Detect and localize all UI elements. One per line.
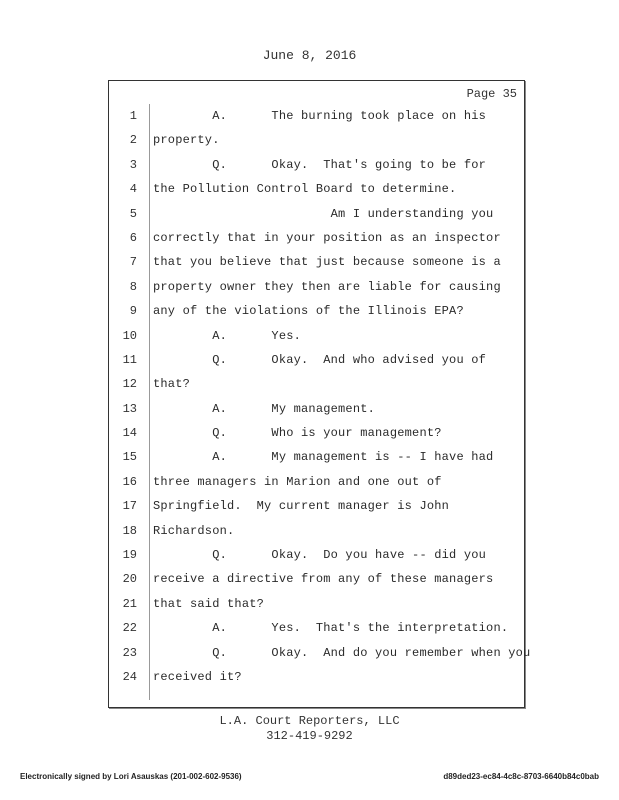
transcript-line: Q. Okay. Do you have -- did you	[153, 548, 487, 563]
line-number: 16	[122, 474, 137, 489]
line-number: 13	[122, 401, 137, 416]
line-number-column	[109, 104, 150, 700]
transcript-line: that you believe that just because someone is a	[153, 255, 501, 270]
transcript-line: that?	[153, 377, 191, 392]
transcript-line: Richardson.	[153, 523, 235, 538]
transcript-line: Q. Who is your management?	[153, 426, 442, 441]
transcript-line: the Pollution Control Board to determine.	[153, 182, 457, 197]
transcript-line: that said that?	[153, 596, 265, 611]
transcript-line: Q. Okay. And do you remember when you	[153, 645, 531, 660]
line-number: 7	[129, 255, 137, 270]
line-number: 20	[122, 572, 137, 587]
transcript-line: Q. Okay. That's going to be for	[153, 157, 487, 172]
line-number: 2	[129, 133, 137, 148]
court-reporter-phone: 312-419-9292	[266, 729, 353, 743]
line-number: 9	[129, 304, 137, 319]
line-number: 8	[129, 279, 137, 294]
transcript-date: June 8, 2016	[262, 48, 357, 63]
transcript-line: Q. Okay. And who advised you of	[153, 352, 487, 367]
line-number: 24	[122, 669, 137, 684]
transcript-line: receive a directive from any of these managers	[153, 572, 494, 587]
electronic-signature: Electronically signed by Lori Asauskas (201-002-602-9536)	[20, 772, 242, 781]
transcript-page	[108, 80, 531, 708]
line-number: 14	[122, 426, 137, 441]
line-number: 21	[122, 596, 137, 611]
line-number: 12	[122, 377, 137, 392]
line-number: 3	[129, 157, 137, 172]
transcript-line: three managers in Marion and one out of	[153, 474, 442, 489]
document-id: d89ded23-ec84-4c8c-8703-6640b84c0bab	[443, 772, 599, 781]
transcript-line: received it?	[153, 669, 242, 684]
line-number: 4	[129, 182, 137, 197]
line-number: 15	[122, 450, 137, 465]
line-number: 18	[122, 523, 137, 538]
line-number: 10	[122, 328, 137, 343]
line-number: 11	[122, 352, 137, 367]
page-number: Page 35	[466, 87, 517, 101]
transcript-text	[153, 104, 531, 689]
line-number: 1	[129, 109, 137, 123]
transcript-line: A. The burning took place on his	[153, 109, 487, 123]
line-number: 5	[129, 206, 137, 221]
court-reporter-name: L.A. Court Reporters, LLC	[219, 714, 400, 728]
transcript-line: A. Yes. That's the interpretation.	[153, 621, 509, 636]
line-number: 6	[129, 230, 137, 245]
transcript-line: A. My management.	[153, 401, 376, 416]
line-number: 17	[122, 499, 137, 514]
line-number: 22	[122, 621, 137, 636]
transcript-line: any of the violations of the Illinois EPA?	[153, 304, 464, 319]
transcript-line: A. Yes.	[153, 328, 302, 343]
transcript-line: Am I understanding you	[153, 206, 494, 221]
transcript-line: correctly that in your position as an inspector	[153, 230, 501, 245]
transcript-line: property.	[153, 133, 220, 148]
line-number: 19	[122, 548, 137, 563]
transcript-line: property owner they then are liable for causing	[153, 279, 501, 294]
line-number: 23	[122, 645, 137, 660]
transcript-line: Springfield. My current manager is John	[153, 499, 450, 514]
transcript-line: A. My management is -- I have had	[153, 450, 494, 465]
